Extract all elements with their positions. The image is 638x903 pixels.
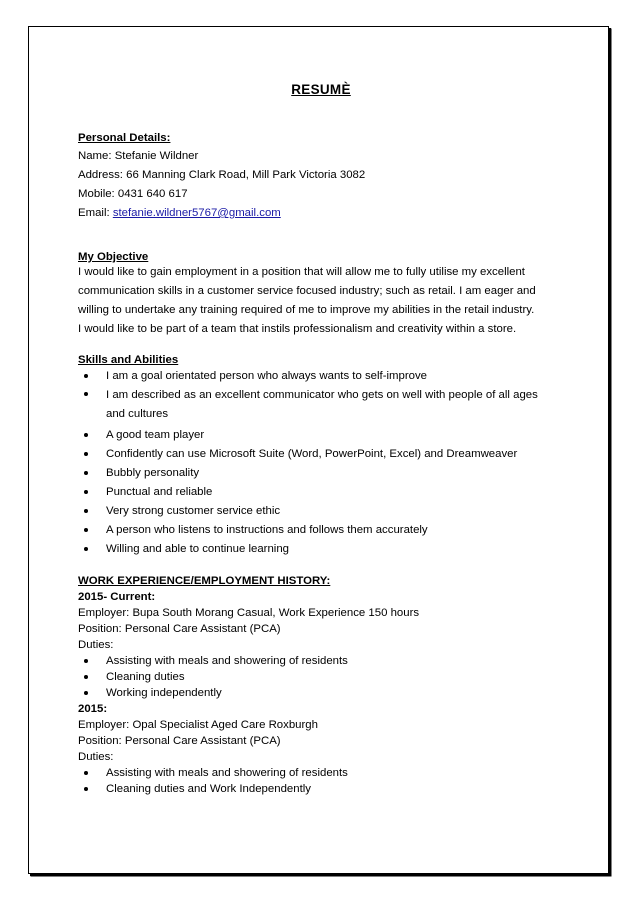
list-item: Confidently can use Microsoft Suite (Word, PowerPoint, Excel) and Dreamweaver	[78, 446, 564, 462]
email-label: Email:	[78, 207, 113, 219]
personal-details-section	[78, 130, 564, 221]
skills-section	[78, 352, 564, 560]
objective-text	[78, 263, 564, 339]
list-item: Cleaning duties and Work Independently	[78, 781, 564, 797]
job-employer: Employer: Opal Specialist Aged Care Roxburgh	[78, 719, 318, 731]
name-line: Name: Stefanie Wildner	[78, 150, 199, 162]
skills-heading: Skills and Abilities	[78, 354, 179, 366]
job-position: Position: Personal Care Assistant (PCA)	[78, 623, 281, 635]
objective-heading: My Objective	[78, 251, 149, 263]
list-item: Punctual and reliable	[78, 484, 564, 500]
job-entry	[78, 589, 564, 701]
list-item: Assisting with meals and showering of residents	[78, 653, 564, 669]
skills-list	[78, 368, 564, 557]
list-item: I am described as an excellent communicator who gets on well with people of all ages and cultures	[78, 386, 546, 424]
objective-line: I would like to be part of a team that instils professionalism and creativity within a store.	[78, 323, 517, 335]
list-item: Very strong customer service ethic	[78, 503, 564, 519]
email-link[interactable]: stefanie.wildner5767@gmail.com	[112, 207, 281, 219]
job-entry	[78, 701, 564, 797]
list-item: Working independently	[78, 685, 564, 701]
objective-line: willing to undertake any training required of me to improve my abilities in the retail industry.	[78, 304, 535, 316]
objective-line: I would like to gain employment in a position that will allow me to fully utilise my excellent	[78, 266, 525, 278]
objective-section	[78, 249, 564, 339]
job-period: 2015- Current:	[78, 591, 156, 603]
job-duties-label: Duties:	[78, 751, 114, 763]
list-item: A person who listens to instructions and follows them accurately	[78, 522, 564, 538]
list-item: A good team player	[78, 427, 564, 443]
list-item: Assisting with meals and showering of residents	[78, 765, 564, 781]
objective-line: communication skills in a customer service focused industry; such as retail. I am eager and	[78, 285, 536, 297]
job-period: 2015:	[78, 703, 108, 715]
list-item: Cleaning duties	[78, 669, 564, 685]
personal-details-heading: Personal Details:	[78, 132, 171, 144]
duties-list	[78, 765, 564, 797]
email-line	[78, 205, 564, 221]
list-item: Willing and able to continue learning	[78, 541, 564, 557]
work-experience-section	[78, 573, 564, 797]
list-item: Bubbly personality	[78, 465, 564, 481]
address-line: Address: 66 Manning Clark Road, Mill Park Victoria 3082	[78, 169, 366, 181]
job-duties-label: Duties:	[78, 639, 114, 651]
job-position: Position: Personal Care Assistant (PCA)	[78, 735, 281, 747]
mobile-line: Mobile: 0431 640 617	[78, 188, 188, 200]
duties-list	[78, 653, 564, 701]
job-employer: Employer: Bupa South Morang Casual, Work Experience 150 hours	[78, 607, 420, 619]
resume-title: RESUMÈ	[291, 82, 351, 97]
list-item: I am a goal orientated person who always wants to self-improve	[78, 368, 564, 384]
work-experience-heading: WORK EXPERIENCE/EMPLOYMENT HISTORY:	[78, 575, 331, 587]
